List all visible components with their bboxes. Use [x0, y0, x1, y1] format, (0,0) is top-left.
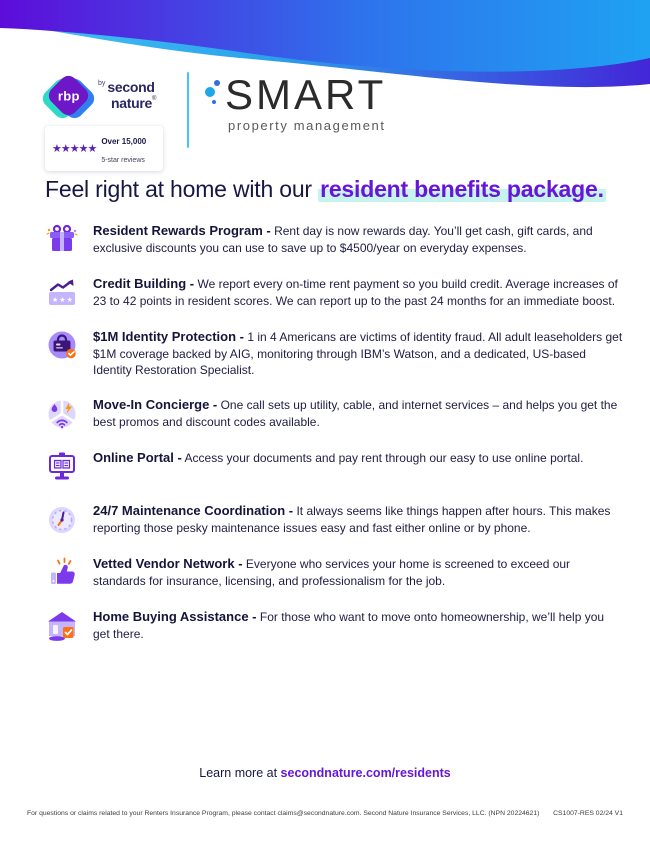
svg-text:★: ★ [66, 297, 73, 304]
clock-icon [43, 502, 81, 538]
cta-prefix: Learn more at [199, 766, 281, 780]
utilities-icon [43, 396, 81, 432]
benefit-description: 1 in 4 Americans are victims of identity fraud. All adult leaseholders get $1M coverage backed by AIG, monitoring through IBM’s Watson, and a dedicated, US-based Identity Restoration Specialist. [93, 330, 623, 378]
benefits-list [43, 222, 624, 661]
brand-word-2: nature [111, 95, 152, 111]
benefit-maintenance-coordination [43, 502, 624, 538]
by-label: by [98, 80, 106, 87]
footer-disclaimer: For questions or claims related to your Renters Insurance Program, please contact claims@secondnature.com. Second Nature Insurance Services, LLC. (NPN 20224621) [27, 810, 540, 817]
benefit-home-buying [43, 608, 624, 644]
brand-word-1: second [107, 79, 155, 95]
reviews-caption: 5-star reviews [101, 156, 145, 164]
benefit-title: Move-In Concierge - [93, 397, 218, 413]
cta-link[interactable]: secondnature.com/residents [280, 766, 451, 780]
five-stars-icon: ★★★★★ [52, 143, 97, 156]
benefit-vendor-network [43, 555, 624, 591]
benefit-title: Credit Building - [93, 276, 195, 291]
header [45, 72, 386, 171]
benefit-description: One call sets up utility, cable, and internet services – and helps you get the best promos and discount codes available. [93, 398, 618, 429]
benefit-description: For those who want to move onto homeownership, we’ll help you get there. [93, 610, 605, 641]
headline-highlight: resident benefits package. [320, 176, 604, 202]
smart-logo-subtitle: property management [228, 118, 386, 133]
benefit-description: It always seems like things happen after hours. This makes reporting those pesky maintenance issues easy and fast either online or by phone. [93, 504, 611, 535]
identity-shield-icon [43, 328, 81, 364]
benefit-title: Online Portal - [93, 450, 182, 466]
benefit-title: $1M Identity Protection - [93, 329, 244, 344]
logo-divider [187, 72, 189, 148]
reviews-count: Over 15,000 [101, 137, 147, 146]
footer-doc-code: CS1007-RES 02/24 V1 [553, 810, 623, 817]
house-check-icon [43, 608, 81, 644]
benefit-description: We report every on-time rent payment so you build credit. Average increases of 23 to 42 points in resident scores. We can report up to the past 24 months for an immediate boost. [93, 277, 618, 308]
smart-logo-dots-icon [205, 78, 223, 118]
gift-icon [43, 222, 81, 258]
second-nature-wordmark [98, 80, 156, 112]
footer [0, 810, 650, 817]
svg-text:★: ★ [52, 297, 59, 304]
rbp-second-nature-logo [45, 72, 173, 171]
benefit-title: Resident Rewards Program - [93, 223, 271, 238]
smart-property-management-logo [205, 72, 386, 133]
smart-logo-title: SMART [225, 71, 387, 118]
credit-chart-icon [43, 275, 81, 311]
headline-prefix: Feel right at home with our [45, 176, 319, 202]
learn-more-cta [0, 766, 650, 780]
benefit-identity-protection [43, 328, 624, 379]
benefit-title: 24/7 Maintenance Coordination - [93, 503, 294, 519]
benefit-credit-building [43, 275, 624, 311]
benefit-move-in-concierge [43, 396, 624, 432]
benefit-description: Rent day is now rewards day. You’ll get cash, gift cards, and exclusive discounts you can use to save up to $4500/year on everyday expenses. [93, 224, 593, 255]
benefit-description: Access your documents and pay rent through our easy to use online portal. [184, 451, 584, 466]
monitor-icon [43, 449, 81, 485]
page-title [45, 176, 622, 204]
svg-text:★: ★ [59, 297, 66, 304]
rbp-logo-text: rbp [57, 88, 80, 103]
benefit-title: Home Buying Assistance - [93, 609, 257, 625]
benefit-online-portal [43, 449, 624, 485]
benefit-description: Everyone who services your home is screened to exceed our standards for insurance, licensing, and professionalism for the job. [93, 557, 571, 588]
reviews-badge [45, 126, 163, 171]
benefit-title: Vetted Vendor Network - [93, 556, 243, 572]
trademark-symbol: ® [152, 96, 157, 102]
rbp-badge-icon [45, 72, 93, 120]
thumbs-up-icon [43, 555, 81, 591]
benefit-resident-rewards [43, 222, 624, 258]
